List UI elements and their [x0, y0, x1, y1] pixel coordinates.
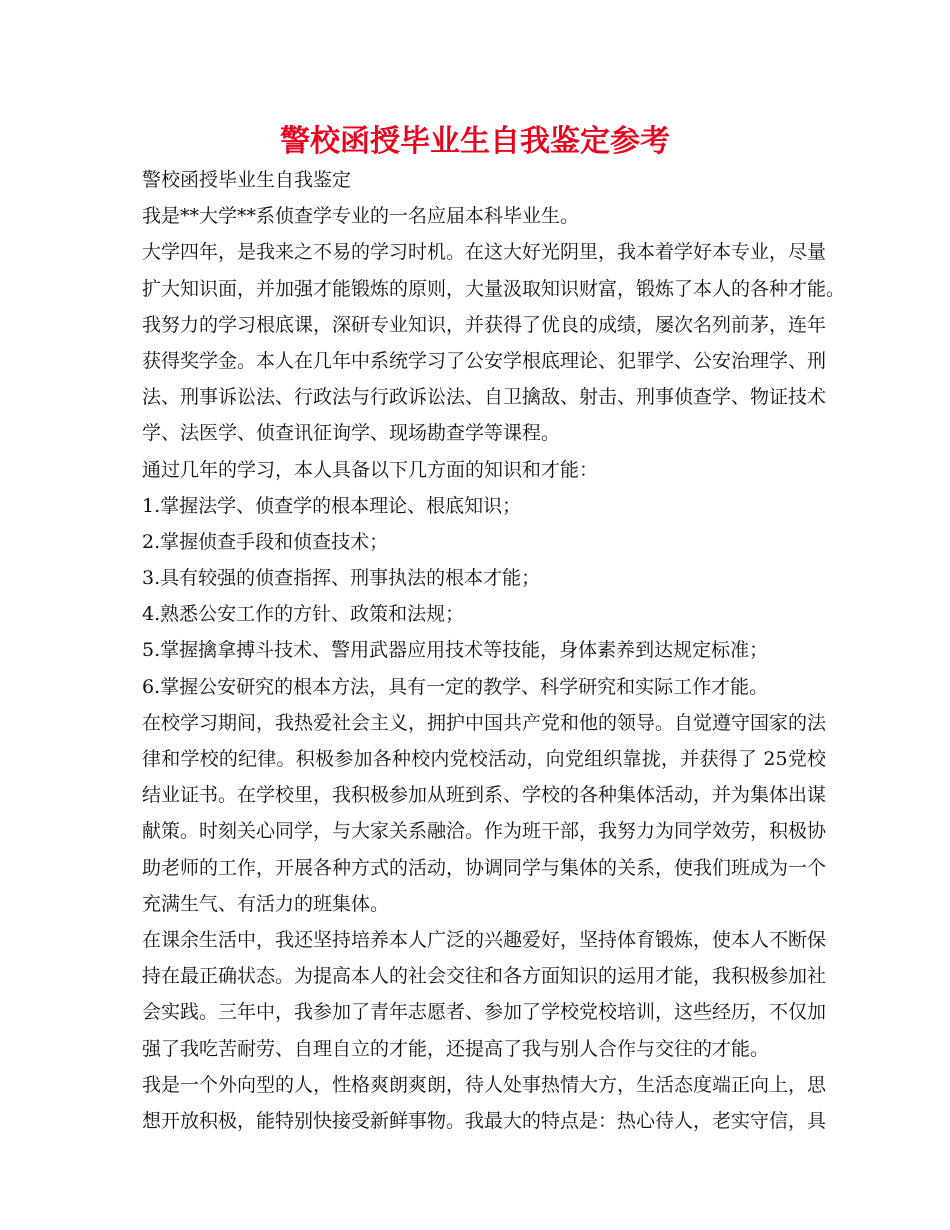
body-line: 律和学校的纪律。积极参加各种校内党校活动，向党组织靠拢，并获得了 25党校 — [142, 748, 826, 770]
document-body — [142, 162, 846, 1139]
body-line: 我是**大学**系侦查学专业的一名应届本科毕业生。 — [142, 205, 580, 228]
body-line: 充满生气、有活力的班集体。 — [142, 892, 390, 915]
body-line: 想开放积极，能特别快接受新鲜事物。我最大的特点是：热心待人，老实守信，具 — [142, 1109, 827, 1132]
body-line: 助老师的工作，开展各种方式的活动，协调同学与集体的关系，使我们班成为一个 — [142, 856, 827, 879]
body-line: 我努力的学习根底课，深研专业知识，并获得了优良的成绩，屡次名列前茅，连年 — [142, 313, 827, 336]
body-line: 获得奖学金。本人在几年中系统学习了公安学根底理论、犯罪学、公安治理学、刑 — [142, 349, 827, 372]
body-line: 通过几年的学习，本人具备以下几方面的知识和才能： — [142, 458, 599, 481]
body-line: 会实践。三年中，我参加了青年志愿者、参加了学校党校培训，这些经历，不仅加 — [142, 1001, 827, 1024]
body-line: 结业证书。在学校里，我积极参加从班到系、学校的各种集体活动，并为集体出谋 — [142, 784, 827, 807]
body-line: 3.具有较强的侦查指挥、刑事执法的根本才能； — [142, 567, 541, 590]
body-line: 强了我吃苦耐劳、自理自立的才能，还提高了我与别人合作与交往的才能。 — [142, 1037, 770, 1060]
body-line: 1.掌握法学、侦查学的根本理论、根底知识； — [142, 494, 522, 517]
body-line: 法、刑事诉讼法、行政法与行政诉讼法、自卫擒敌、射击、刑事侦查学、物证技术 — [142, 386, 827, 409]
body-line: 在课余生活中，我还坚持培养本人广泛的兴趣爱好，坚持体育锻炼，使本人不断保 — [142, 928, 827, 951]
body-line: 持在最正确状态。为提高本人的社会交往和各方面知识的运用才能，我积极参加社 — [142, 965, 827, 988]
body-line: 6.掌握公安研究的根本方法，具有一定的教学、科学研究和实际工作才能。 — [142, 675, 769, 698]
body-line: 在校学习期间，我热爱社会主义，拥护中国共产党和他的领导。自觉遵守国家的法 — [142, 711, 827, 734]
body-line: 5.掌握擒拿搏斗技术、警用武器应用技术等技能，身体素养到达规定标准； — [142, 639, 769, 662]
body-line: 2.掌握侦查手段和侦查技术； — [142, 530, 389, 553]
body-line: 大学四年，是我来之不易的学习时机。在这大好光阴里，我本着学好本专业，尽量 — [142, 241, 827, 264]
body-line: 4.熟悉公安工作的方针、政策和法规； — [142, 603, 465, 626]
body-line: 献策。时刻关心同学，与大家关系融洽。作为班干部，我努力为同学效劳，积极协 — [142, 820, 827, 843]
document-title: 警校函授毕业生自我鉴定参考 — [280, 124, 670, 159]
body-line: 警校函授毕业生自我鉴定 — [142, 169, 352, 191]
body-line: 我是一个外向型的人，性格爽朗爽朗，待人处事热情大方，生活态度端正向上，思 — [142, 1073, 827, 1096]
body-line: 学、法医学、侦查讯征询学、现场勘查学等课程。 — [142, 422, 561, 445]
body-line: 扩大知识面，并加强才能锻炼的原则，大量汲取知识财富，锻炼了本人的各种才能。 — [142, 277, 846, 300]
